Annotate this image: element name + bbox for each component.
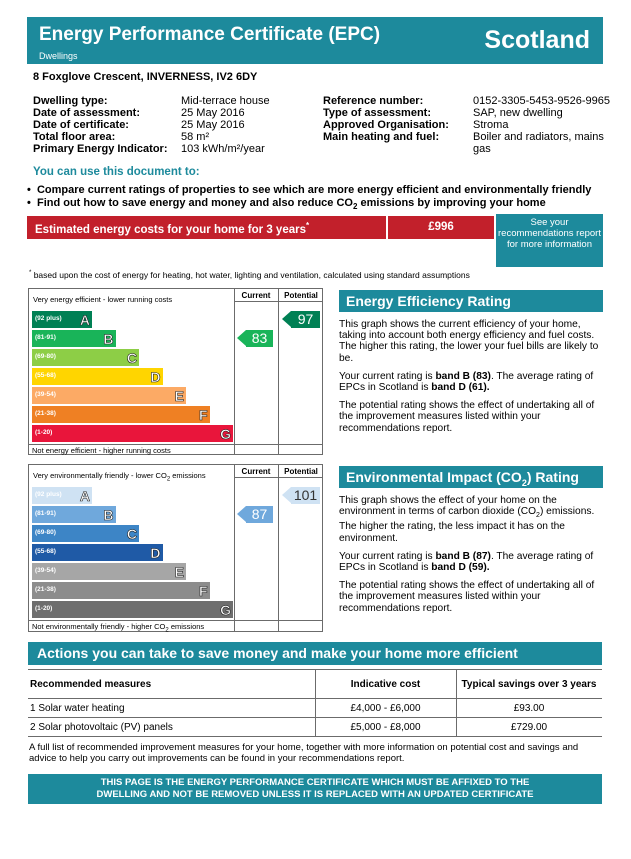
- band-range: (39-54): [35, 567, 56, 574]
- recommendations-report-link[interactable]: See your recommendations report for more information: [496, 214, 603, 267]
- band-letter: F: [198, 583, 208, 599]
- rating-band-g: [32, 425, 233, 442]
- rating-band-g: [32, 601, 233, 618]
- actions-title: Actions you can take to save money and make your home more efficient: [28, 642, 602, 665]
- page-subtitle: Dwellings: [39, 51, 78, 61]
- detail-value: 103 kWh/m²/year: [181, 143, 265, 155]
- band-range: (69-80): [35, 353, 56, 360]
- rating-band-c: [32, 349, 139, 366]
- detail-label: Main heating and fuel:: [323, 131, 440, 143]
- divider: [234, 465, 235, 631]
- text: . The average rating of EPCs in Scotland is: [339, 550, 594, 574]
- page-title: Energy Performance Certificate (EPC): [39, 24, 381, 45]
- current-column-header: Current: [241, 467, 271, 476]
- divider: [234, 477, 322, 478]
- table-header: Typical savings over 3 years: [461, 679, 597, 690]
- potential-rating-value: 97: [291, 311, 320, 328]
- divider: [29, 620, 322, 621]
- band-letter: G: [220, 602, 231, 618]
- average-band: band D (59).: [431, 562, 490, 574]
- usage-title: You can use this document to:: [33, 166, 200, 178]
- arrow-tip: [282, 487, 291, 503]
- details-right: [323, 95, 613, 155]
- paragraph: This graph shows the current efficiency of your home, taking into account both energy efficiency and fuel costs. The higher this rating, the lower your fuel bills are likely to be.: [339, 319, 599, 364]
- detail-value: 25 May 2016: [181, 119, 245, 131]
- recommendations-table: [28, 669, 602, 737]
- full-list-note: A full list of recommended improvement measures for your home, together with more information on potential cost and savings and advice to help you carry out improvements can be found in your recommendations report.: [29, 742, 579, 764]
- average-band: band D (61).: [431, 382, 490, 394]
- rating-band-e: [32, 387, 186, 404]
- chart-label-text: emissions: [170, 471, 206, 480]
- asterisk: *: [29, 270, 32, 277]
- band-letter: G: [220, 426, 231, 442]
- divider: [234, 301, 322, 302]
- current-rating-arrow: [237, 506, 273, 523]
- detail-label: Primary Energy Indicator:: [33, 143, 168, 155]
- text: . The average rating of EPCs in Scotland is: [339, 370, 594, 394]
- subscript: 2: [352, 202, 358, 212]
- rating-band-b: [32, 330, 116, 347]
- chart-label-text: Not environmentally friendly - higher CO: [32, 622, 166, 631]
- paragraph: [339, 495, 601, 544]
- band-letter: E: [174, 564, 184, 580]
- band-letter: F: [198, 407, 208, 423]
- asterisk: *: [305, 221, 310, 230]
- detail-label: Date of assessment:: [33, 107, 140, 119]
- divider: [234, 289, 235, 454]
- paragraph: The potential rating shows the effect of undertaking all of the improvement measures listed within your recommendations report.: [339, 400, 595, 434]
- divider: [278, 289, 279, 454]
- property-address: 8 Foxglove Crescent, INVERNESS, IV2 6DY: [33, 71, 258, 83]
- energy-costs-text: Estimated energy costs for your home for 3 years: [35, 223, 306, 236]
- current-rating-arrow: [237, 330, 273, 347]
- band-letter: D: [150, 369, 161, 385]
- band-letter: A: [79, 312, 90, 328]
- subscript: 2: [166, 476, 171, 483]
- text: ) emissions. The higher the rating, the less impact it has on the environment.: [339, 506, 595, 544]
- detail-label: Total floor area:: [33, 131, 116, 143]
- detail-value: 58 m²: [181, 131, 210, 143]
- band-range: (39-54): [35, 391, 56, 398]
- band-letter: B: [103, 331, 114, 347]
- band-range: (81-91): [35, 510, 56, 517]
- band-range: (81-91): [35, 334, 56, 341]
- subscript: 2: [165, 627, 169, 634]
- text: Your current rating is: [339, 370, 436, 382]
- divider: [278, 465, 279, 631]
- detail-value: 25 May 2016: [181, 107, 245, 119]
- arrow-tip: [237, 506, 246, 522]
- footnote-text: based upon the cost of energy for heating, hot water, lighting and ventilation, calculated using standard assumptions: [31, 270, 470, 280]
- chart-label-text: emissions: [168, 622, 205, 631]
- chart-label-text: Very environmentally friendly - lower CO: [33, 471, 167, 480]
- usage-bullet-text: Find out how to save energy and money and also reduce CO: [36, 197, 353, 209]
- chart-bottom-label: [32, 622, 204, 634]
- band-range: (92 plus): [35, 491, 62, 498]
- environmental-impact-chart: [28, 464, 323, 632]
- detail-value: 0152-3305-5453-9526-9965: [473, 95, 611, 107]
- chart-top-label: Very energy efficient - lower running costs: [33, 295, 173, 304]
- arrow-tip: [237, 330, 246, 346]
- table-cell: £729.00: [510, 722, 548, 733]
- rating-band-a: [32, 311, 92, 328]
- potential-column-header: Potential: [284, 467, 318, 476]
- paragraph: [339, 371, 601, 393]
- rating-band-a: [32, 487, 92, 504]
- notice-line: THIS PAGE IS THE ENERGY PERFORMANCE CERTIFICATE WHICH MUST BE AFFIXED TO THE: [100, 777, 530, 788]
- usage-bullet: • Compare current ratings of properties to see which are more energy efficient and environmentally friendly: [27, 184, 592, 196]
- energy-costs-label: [27, 216, 386, 239]
- details-left: [33, 95, 323, 155]
- subscript: 2: [521, 477, 527, 488]
- current-band: band B (83): [435, 370, 491, 382]
- detail-value: SAP, new dwelling: [473, 107, 563, 119]
- detail-label: Approved Organisation:: [323, 119, 449, 131]
- table-cell: £93.00: [513, 703, 545, 714]
- rating-band-b: [32, 506, 116, 523]
- band-letter: C: [126, 526, 137, 542]
- rating-band-f: [32, 406, 210, 423]
- potential-rating-arrow: [282, 311, 320, 328]
- paragraph: [339, 551, 601, 573]
- rating-band-c: [32, 525, 139, 542]
- band-letter: B: [103, 507, 114, 523]
- title-text: ) Rating: [526, 469, 579, 485]
- current-rating-value: 83: [246, 330, 273, 347]
- region-label: Scotland: [484, 26, 590, 54]
- current-column-header: Current: [241, 291, 271, 300]
- potential-rating-value: 101: [291, 487, 320, 504]
- rating-band-d: [32, 544, 163, 561]
- table-cell: £4,000 - £6,000: [350, 703, 421, 714]
- table-cell: 2 Solar photovoltaic (PV) panels: [30, 722, 173, 733]
- energy-efficiency-text: [339, 319, 601, 434]
- detail-label: Type of assessment:: [323, 107, 432, 119]
- subscript: 2: [536, 512, 540, 520]
- usage-bullet-text: emissions by improving your home: [357, 197, 546, 209]
- band-range: (1-20): [35, 605, 53, 612]
- detail-label: Dwelling type:: [33, 95, 108, 107]
- detail-value: Stroma: [473, 119, 509, 131]
- band-range: (21-38): [35, 586, 56, 593]
- detail-value: Mid-terrace house: [181, 95, 270, 107]
- header-banner: [27, 17, 603, 64]
- usage-bullet-text: Compare current ratings of properties to see which are more energy efficient and environmentally friendly: [36, 184, 592, 196]
- current-band: band B (87): [435, 550, 491, 562]
- certificate-notice: [28, 774, 602, 804]
- text: Your current rating is: [339, 550, 436, 562]
- band-range: (1-20): [35, 429, 53, 436]
- environmental-impact-title: [339, 466, 603, 488]
- title-text: Environmental Impact (CO: [346, 469, 522, 485]
- table-header: Indicative cost: [350, 679, 421, 690]
- chart-bottom-label: Not energy efficient - higher running costs: [32, 446, 171, 455]
- potential-rating-arrow: [282, 487, 320, 504]
- energy-efficiency-chart: [28, 288, 323, 455]
- band-letter: A: [79, 488, 90, 504]
- detail-label: Reference number:: [323, 95, 424, 107]
- arrow-tip: [282, 311, 291, 327]
- band-range: (21-38): [35, 410, 56, 417]
- environmental-impact-text: [339, 495, 601, 614]
- band-range: (55-68): [35, 548, 56, 555]
- table-header: Recommended measures: [30, 679, 152, 690]
- rating-band-e: [32, 563, 186, 580]
- band-range: (69-80): [35, 529, 56, 536]
- rating-band-d: [32, 368, 163, 385]
- band-letter: E: [174, 388, 184, 404]
- table-cell: £5,000 - £8,000: [350, 722, 421, 733]
- rating-band-f: [32, 582, 210, 599]
- band-range: (55-68): [35, 372, 56, 379]
- chart-top-label: [33, 471, 206, 483]
- band-letter: D: [150, 545, 161, 561]
- band-range: (92 plus): [35, 315, 62, 322]
- notice-line: DWELLING AND NOT BE REMOVED UNLESS IT IS REPLACED WITH AN UPDATED CERTIFICATE: [96, 789, 534, 800]
- current-rating-value: 87: [246, 506, 273, 523]
- detail-value: Boiler and radiators, mains gas: [473, 131, 604, 155]
- band-letter: C: [126, 350, 137, 366]
- detail-label: Date of certificate:: [33, 119, 129, 131]
- divider: [29, 444, 322, 445]
- potential-column-header: Potential: [284, 291, 318, 300]
- table-cell: 1 Solar water heating: [30, 703, 125, 714]
- text: This graph shows the effect of your home on the environment in terms of carbon dioxide (CO: [339, 495, 557, 518]
- usage-bullet: • Find out how to save energy and money and also reduce $CO_2$ emissions by improving your home: [27, 197, 546, 212]
- energy-costs-amount: £996: [388, 216, 494, 239]
- footnote: [29, 270, 470, 280]
- paragraph: The potential rating shows the effect of undertaking all of the improvement measures listed within your recommendations report.: [339, 580, 595, 614]
- energy-efficiency-title: Energy Efficiency Rating: [339, 290, 603, 312]
